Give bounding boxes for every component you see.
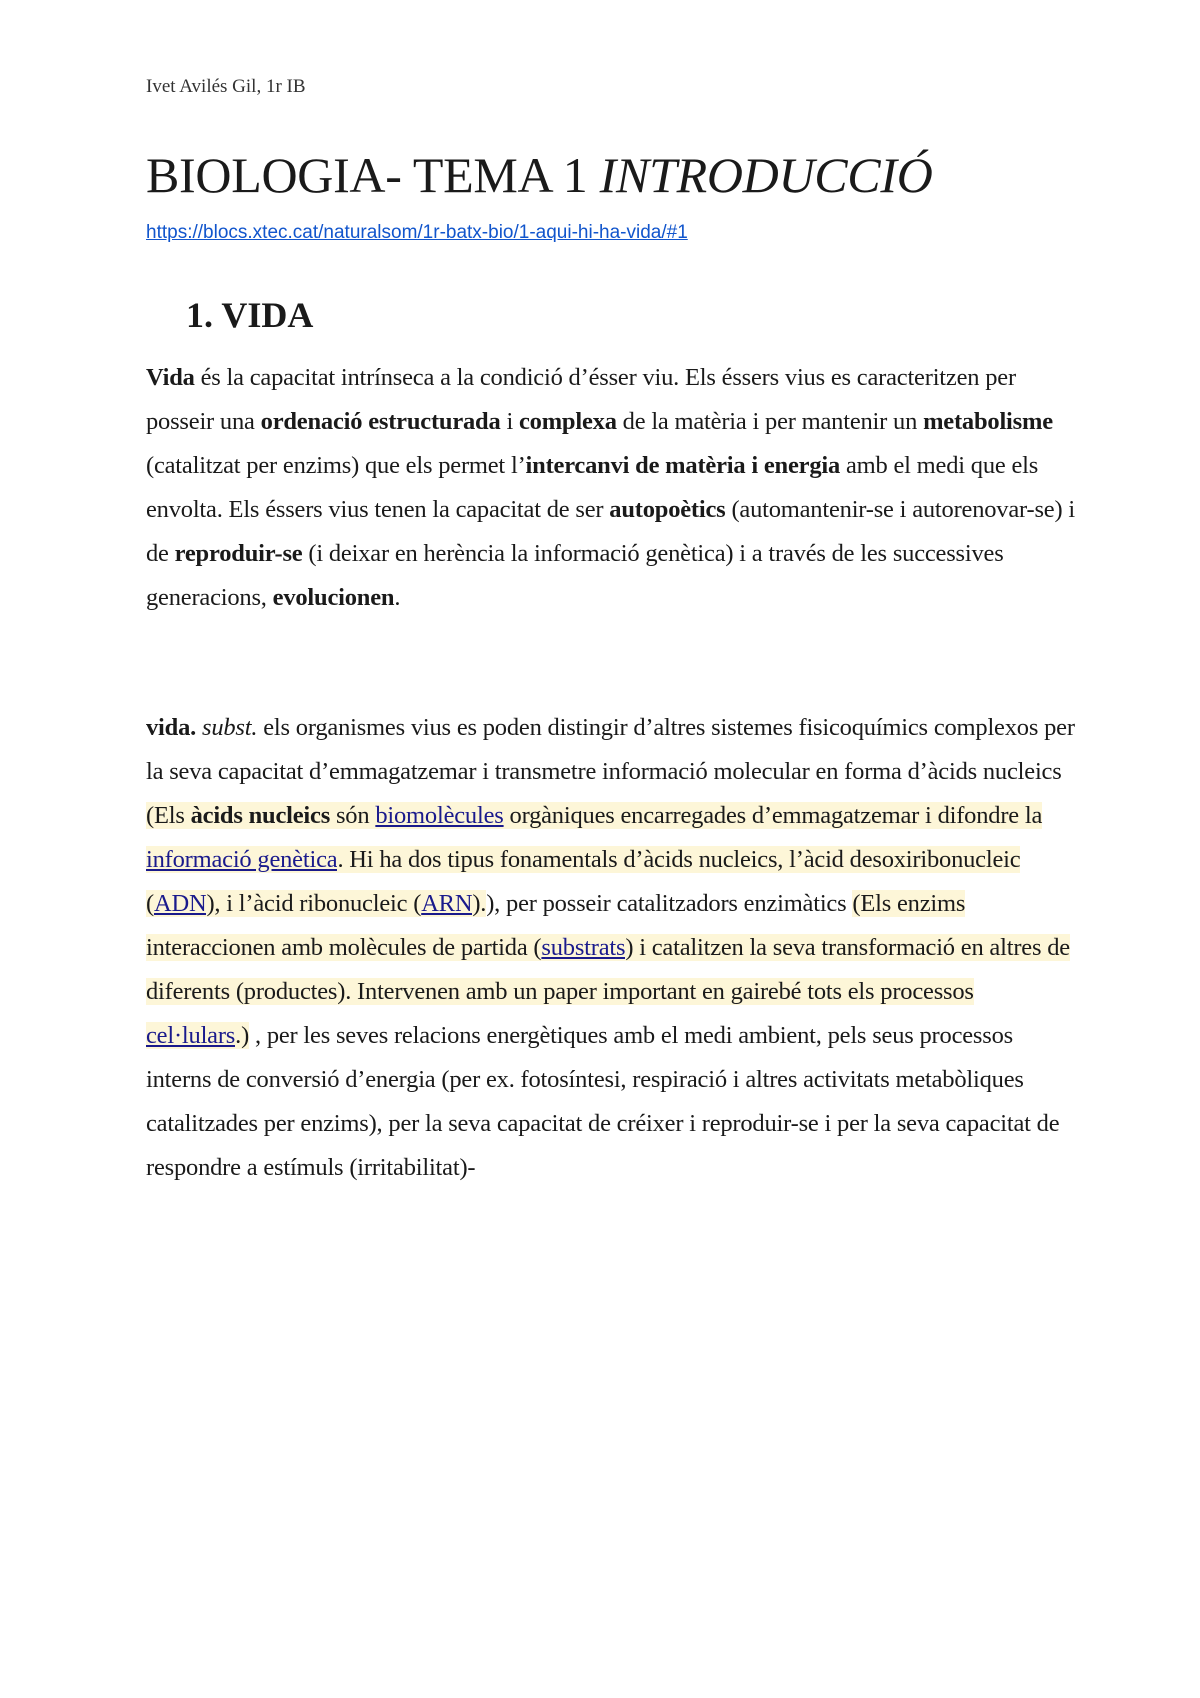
- text-run: els organismes vius es poden distingir d’altres sistemes fisicoquímics complexos per la seva capacitat d’emmagatzemar i transmetre informació molecular en forma d’àcids nucleics: [146, 714, 1075, 785]
- link-substrats[interactable]: substrats: [541, 934, 626, 961]
- highlight-run: ).: [472, 890, 487, 917]
- text-run: amb el medi que els envolta. Els éssers vius tenen la capacitat de ser: [146, 452, 1039, 523]
- paragraph-vida: [146, 356, 1076, 620]
- text-run: , per les seves relacions energètiques amb el medi ambient, pels seus processos interns de conversió d’energia (per ex. fotosíntesi, respiració i altres activitats metabòliques catalitzades per enzims), per la seva capacitat de créixer i reproduir-se i per la seva capacitat de respondre a estímuls (irritabilitat)-: [146, 1022, 1060, 1181]
- title-italic: INTRODUCCIÓ: [599, 147, 933, 203]
- term-evolucionen: evolucionen: [272, 584, 395, 611]
- highlight-run: són: [330, 802, 376, 829]
- author-header: Ivet Avilés Gil, 1r IB: [146, 76, 306, 97]
- source-link[interactable]: https://blocs.xtec.cat/naturalsom/1r-batx-bio/1-aqui-hi-ha-vida/#1: [146, 222, 688, 243]
- term-complexa: complexa: [519, 408, 617, 435]
- section-heading: 1. VIDA: [186, 295, 314, 335]
- text-run: .: [394, 584, 401, 611]
- link-biomolecules[interactable]: biomolècules: [375, 802, 504, 829]
- text-run: ), per posseir catalitzadors enzimàtics: [486, 890, 853, 917]
- highlight-run: (Els enzims interaccionen amb molècules de partida (: [146, 890, 966, 961]
- text-run: de la matèria i per mantenir un: [616, 408, 924, 435]
- highlight-run: . Hi ha dos tipus fonamentals d’àcids nucleics, l’àcid desoxiribonucleic (: [146, 846, 1021, 917]
- term-metabolisme: metabolisme: [923, 408, 1053, 435]
- paragraph-definition: [146, 706, 1076, 1190]
- link-informacio-genetica[interactable]: informació genètica: [146, 846, 338, 873]
- page-title: [146, 148, 933, 203]
- text-run: i: [500, 408, 519, 435]
- text-run: (catalitzat per enzims) que els permet l’: [146, 452, 526, 479]
- term-vida: Vida: [146, 364, 195, 391]
- highlight-run: (Els: [146, 802, 191, 829]
- text-run: (i deixar en herència la informació genètica) i a través de les successives generacions,: [146, 540, 1004, 611]
- term-ordenacio: ordenació estructurada: [260, 408, 501, 435]
- link-cellulars[interactable]: cel·lulars: [146, 1022, 236, 1049]
- link-arn[interactable]: ARN: [421, 890, 473, 917]
- highlight-run: ) i catalitzen la seva transformació en altres de diferents (productes). Intervenen amb un paper important en gairebé tots els processos: [146, 934, 1070, 1005]
- highlight-run: orgàniques encarregades d’emmagatzemar i difondre la: [503, 802, 1043, 829]
- term-acids-nucleics: àcids nucleics: [190, 802, 331, 829]
- term-autopoetics: autopoètics: [609, 496, 726, 523]
- term-reproduir: reproduir-se: [174, 540, 303, 567]
- link-adn[interactable]: ADN: [153, 890, 207, 917]
- term-vida-def: vida.: [146, 714, 197, 741]
- abbr-subst: subst.: [202, 714, 258, 741]
- title-main: BIOLOGIA- TEMA 1: [146, 147, 600, 203]
- text-run: és la capacitat intrínseca a la condició d’ésser viu. Els éssers vius es caracteritzen per posseir una: [146, 364, 1016, 435]
- highlight-run: ), i l’àcid ribonucleic (: [206, 890, 422, 917]
- highlight-run: .): [235, 1022, 250, 1049]
- term-intercanvi: intercanvi de matèria i energia: [525, 452, 841, 479]
- text-run: (automantenir-se i autorenovar-se) i de: [146, 496, 1075, 567]
